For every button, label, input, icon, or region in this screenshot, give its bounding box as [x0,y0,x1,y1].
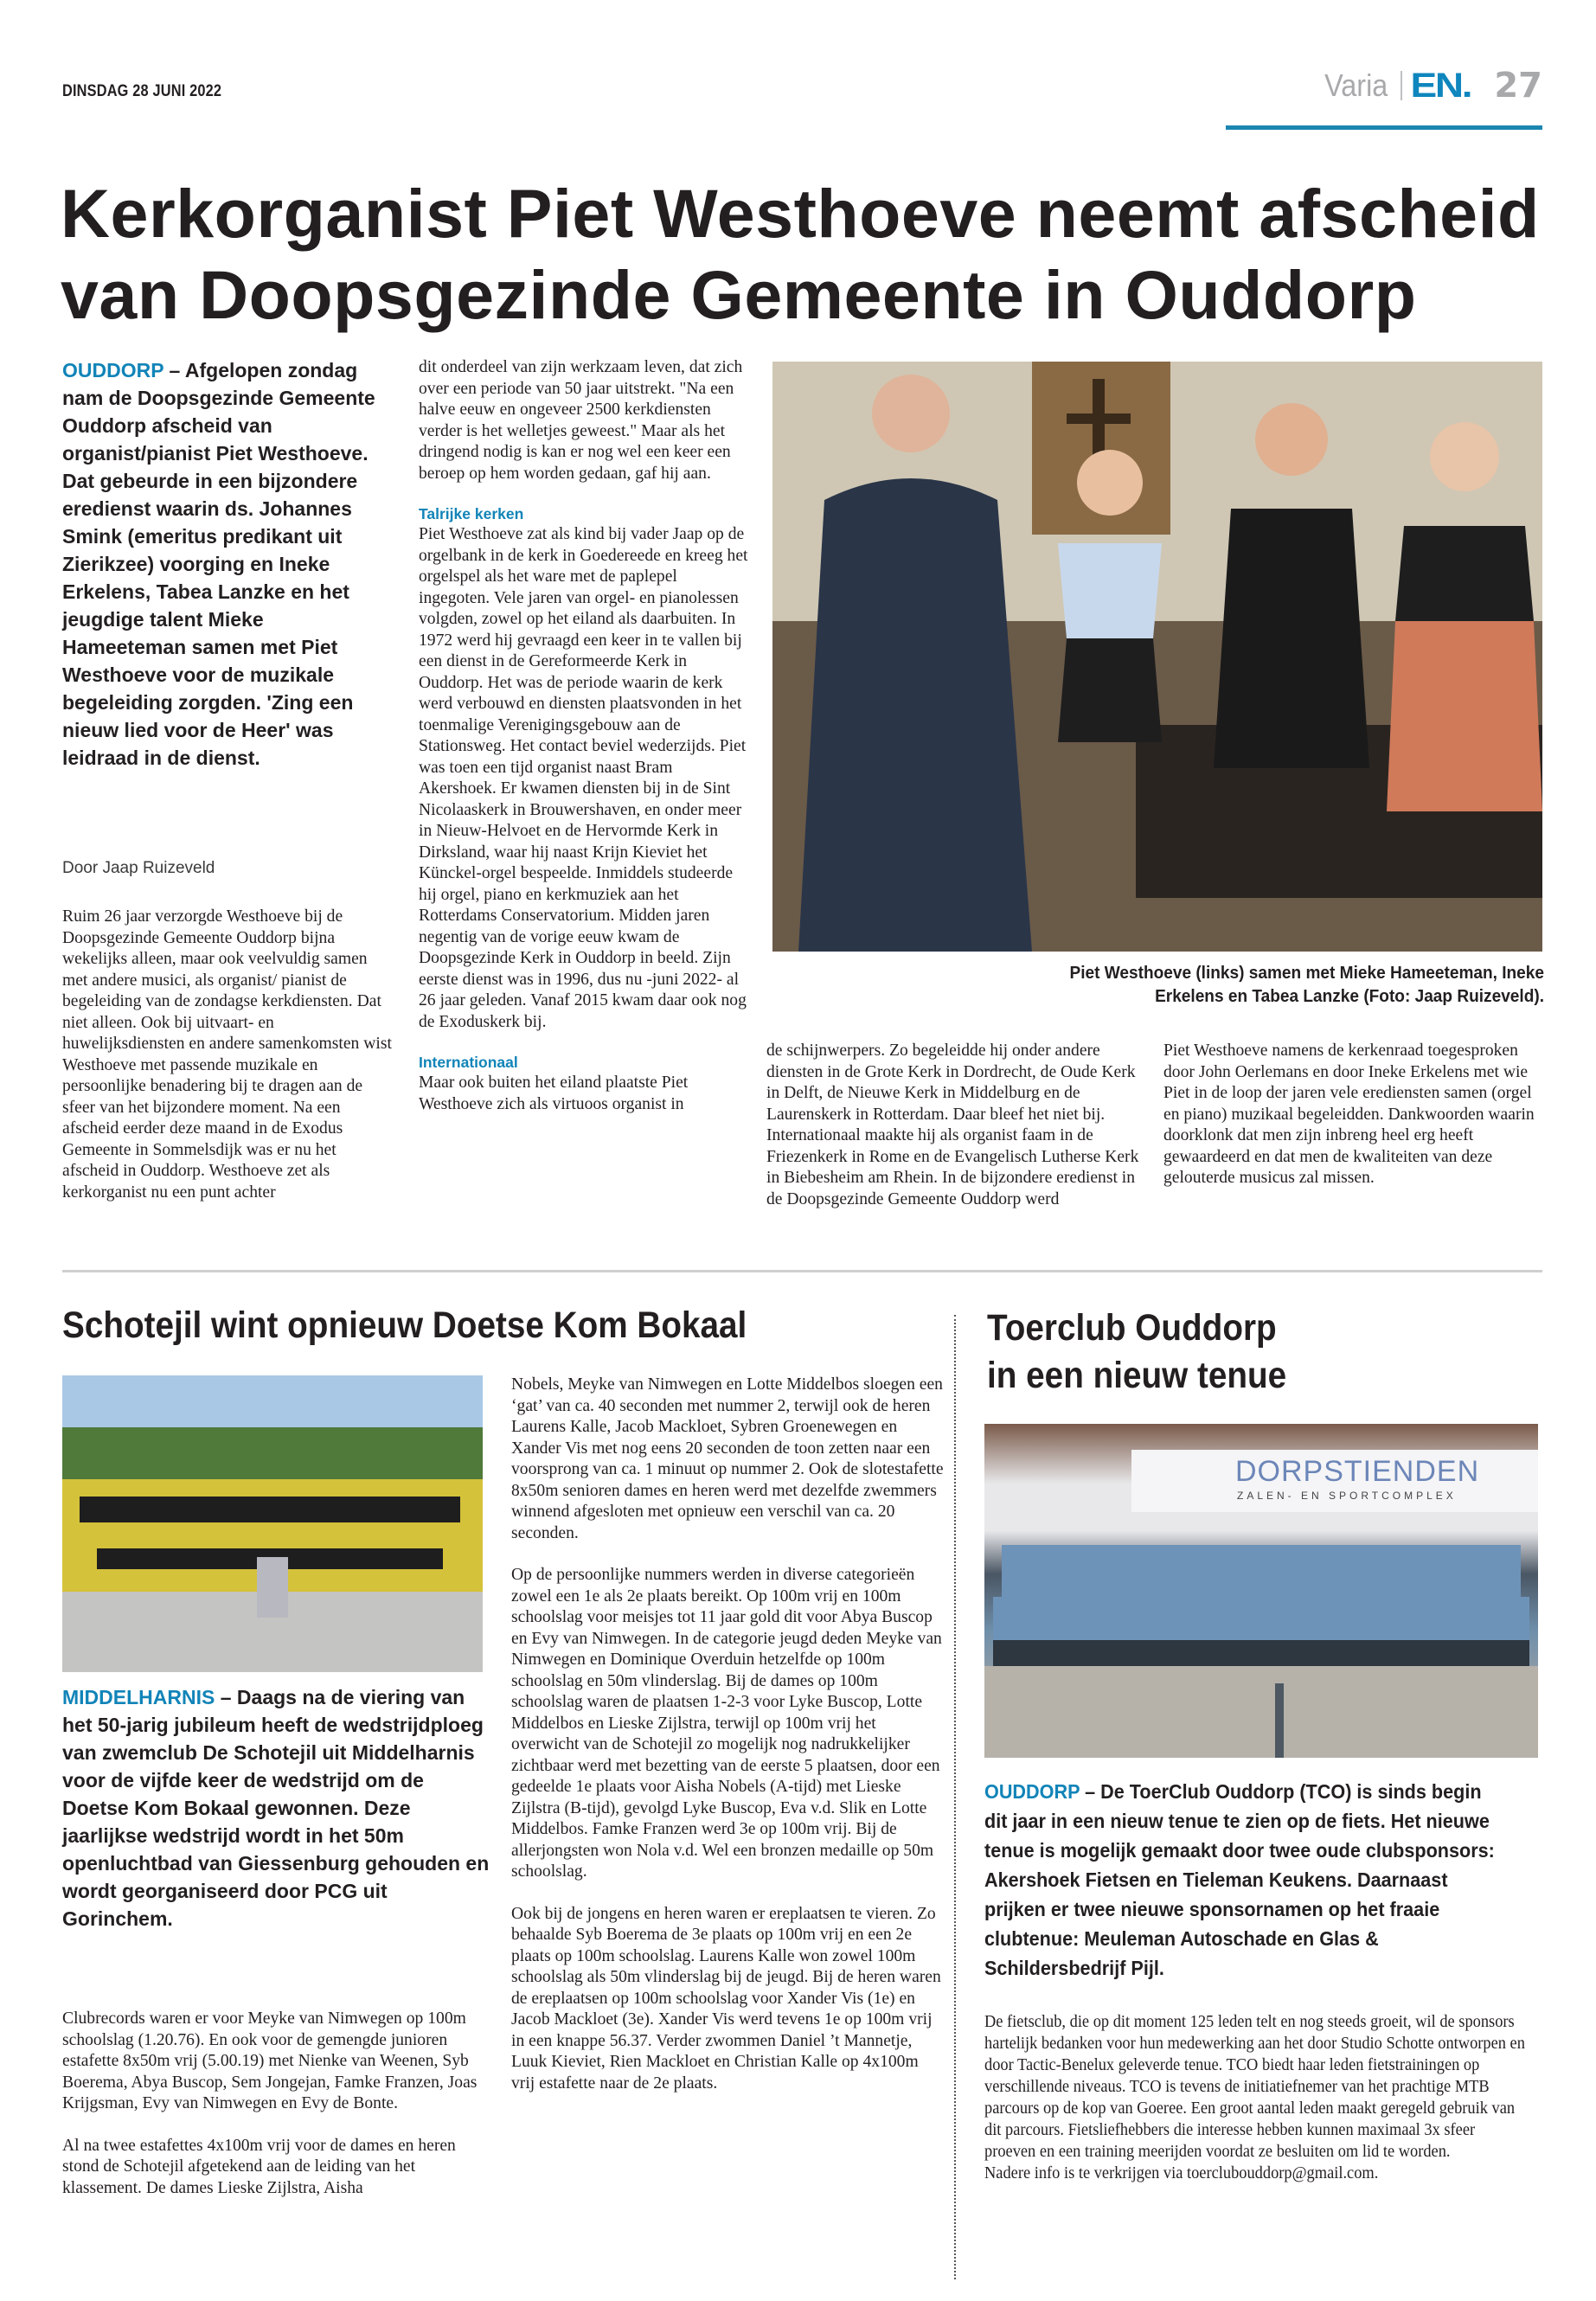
issue-date: DINSDAG 28 JUNI 2022 [62,82,222,100]
swim-photo-illustration [62,1375,483,1672]
cycling-club-photo [984,1424,1538,1758]
subheading: Internationaal [419,1054,518,1071]
swim-article-lead [62,1683,495,1932]
paragraph: de schijnwerpers. Zo begeleidde hij onder andere diensten in de Grote Kerk in Dordrecht, de Oude Kerk in Delft, de Nieuwe Kerk in Middelburg en de Laurenskerk in Rotterdam. Daar bleef het niet bij. Internationaal maakte hij als organist faam in de Friezenkerk in Rome en de Evangelisch Lutherse Kerk in Biebesheim am Rhein. In de bijzondere eredienst in de Doopsgezinde Gemeente Ouddorp werd [766,1042,1139,1208]
paragraph: Maar ook buiten het eiland plaatste Piet Westhoeve zich als virtuoos organist in [419,1074,689,1113]
article-headline: Kerkorganist Piet Westhoeve neemt afscheid van Doopsgezinde Gemeente in Ouddorp [61,175,1540,333]
contact-paragraph: Nadere info is te verkrijgen via toerclubouddorp@gmail.com. [984,2163,1379,2182]
swim-team-photo [62,1375,483,1672]
paragraph: Ruim 26 jaar verzorgde Westhoeve bij de Doopsgezinde Gemeente Ouddorp bijna wekelijks alleen, maar ook veelvuldig samen met andere musici, als organist/ pianist de begeleiding van de zondagse kerkdiensten. Dat niet alleen. Ook bij uitvaart- en huwelijksdiensten en andere samenkomsten wist Westhoeve met passende muzikale en persoonlijke benadering bij te dragen aan de sfeer van het bijzondere moment. Na een afscheid eerder deze maand in de Exodus Gemeente in Sommelsdijk was er nu het afscheid in Ouddorp. Westhoeve zet als kerkorganist nu een punt achter [62,907,392,1202]
paragraph: Piet Westhoeve namens de kerkenraad toegesproken door John Oerlemans en door Ineke Erkelens met wie Piet in de loop der jaren vele erediensten samen (orgel en piano) muzikaal begeleidden. Dankwoorden waarin doorklonk dat men zijn inbreng heel erg heeft gewaardeerd en dat men de kwaliteiten van deze gelouterde musicus zal missen. [1163,1042,1535,1187]
dateline-place: OUDDORP [984,1780,1080,1803]
article-column-3 [766,1041,1147,1210]
paragraph: dit onderdeel van zijn werkzaam leven, dat zich over een periode van 50 jaar uitstrekt. "Na een halve eeuw en ongeveer 2500 kerkdiensten verder is het welletjes geweest." Maar als het dringend nodig is kan er nog wel een keer een beroep op hem worden gedaan, gaf hij aan. [419,358,743,483]
section-name: Varia [1324,67,1388,103]
subheading: Talrijke kerken [419,505,524,522]
lead-text: – Daags na de viering van het 50-jarig jubileum heeft de wedstrijdploeg van zwemclub De Schotejil uit Middelharnis voor de vijfde keer de wedstrijd om de Doetse Kom Bokaal gewonnen. Deze jaarlijkse wedstrijd wordt in het 50m openluchtbad van Giessenburg gehouden en wordt georganiseerd door PCG uit Gorinchem. [62,1686,490,1930]
church-photo-illustration [772,362,1542,952]
tour-article-body [984,2011,1526,2184]
byline: Door Jaap Ruizeveld [62,859,215,877]
headline-line-1: Toerclub Ouddorp [987,1307,1277,1349]
paragraph: Piet Westhoeve zat als kind bij vader Jaap op de orgelbank in de kerk in Goedereede en kreeg het orgelspel als het ware met de paplepel ingegoten. Vele jaren van orgel- en pianolessen volgden, zowel op het eiland als daarbuiten. In 1972 werd hij gevraagd een keer in te vallen bij een dienst in de Gereformeerde Kerk in Ouddorp. Het was de periode waarin de kerk werd verbouwd en diensten plaatsvonden in het toenmalige Verenigingsgebouw aan de Stationsweg. Het contact beviel wederzijds. Piet was toen een tijd organist naast Bram Akershoek. Er kwamen diensten bij in de Sint Nicolaaskerk in Brouwershaven, en onder meer in Nieuw-Helvoet en de Hervormde Kerk in Dirksland, waar hij naast Krijn Kieviet het Künckel-orgel bespeelde. Inmiddels studeerde hij orgel, piano en kerkmuziek aan het Rotterdams Conservatorium. Midden jaren negentig van de vorige eeuw kwam de Doopsgezinde Kerk in Ouddorp in beeld. Zijn eerste dienst was in 1996, dus nu -juni 2022- al 26 jaar geleden. Vanaf 2015 kwam daar ook nog de Exoduskerk bij. [419,525,748,1031]
paragraph: Clubrecords waren er voor Meyke van Nimwegen op 100m schoolslag (1.20.76). En ook voor de gemengde junioren estafette 8x50m vrij (5.00.19) met Nienke van Weenen, Syb Boerema, Abya Buscop, Sem Jongejan, Famke Franzen, Joas Krijgsman, Evy van Nimwegen en Evy de Bonte. [62,2009,478,2112]
page-number: 27 [1494,66,1542,106]
dateline-place: MIDDELHARNIS [62,1686,215,1708]
article-column-1 [62,907,395,1203]
paragraph: Op de persoonlijke nummers werden in diverse categorieën zowel een 1e als 2e plaats bereikt. Op 100m vrij en 100m schoolslag voor meisjes tot 11 jaar gold dit voor Abya Buscop en Evy van Nimwegen. In de categorie jeugd deden Meyke van Nimwegen en Dominique Overduin hetzelfde op 100m schoolslag en 50m vlinderslag. Bij de dames op 100m schoolslag waren de plaatsen 1-2-3 voor Lyke Buscop, Lotte Middelbos en Lieske Zijlstra, terwijl op 100m vrij het overwicht van de Schotejil zo mogelijk nog nadrukkelijker zichtbaar werd met bezetting van de eerste 5 plaatsen, door een gedeelde 1e plaats voor Aisha Nobels (A-tijd) met Lieske Zijlstra (B-tijd), gevolgd Lyke Buscop, Eva v.d. Slik en Lotte Middelbos. Famke Franzen werd 3e op 100m vrij. Bij de allerjongsten won Nola v.d. Wel een bronzen medaille op 50m schoolslag. [511,1566,942,1881]
article-column-4 [1163,1041,1544,1189]
section-divider [62,1270,1542,1272]
dateline-place: OUDDORP [62,359,164,381]
swim-article-column-1 [62,2009,495,2199]
sign-title: DORPSTIENDEN [1235,1455,1480,1488]
tour-article-headline [987,1304,1286,1400]
column-divider [954,1315,956,2279]
photo-caption: Piet Westhoeve (links) samen met Mieke Hameeteman, Ineke Erkelens en Tabea Lanzke (Foto: Jaap Ruizeveld). [1069,963,1544,1006]
masthead-separator [1401,71,1402,100]
headline-line-2: in een nieuw tenue [987,1355,1287,1396]
paragraph: De fietsclub, die op dit moment 125 leden telt en nog steeds groeit, wil de sponsors hartelijk bedanken voor hun medewerking aan het door Studio Schotte ontworpen en door Tactic-Benelux geleverde tenue. TCO biedt haar leden fietstrainingen op verschillende niveaus. TCO is tevens de initiatiefnemer van het prachtige MTB parcours op de kop van Goeree. Een groot aantal leden maakt geregeld gebruik van dit parcours. Fietsliefhebbers die interesse hebben kunnen maximaal 3x sfeer proeven en een training meerijden voordat ze besluiten om lid te worden. [984,2012,1525,2161]
article-column-2 [419,357,752,1115]
paragraph: Al na twee estafettes 4x100m vrij voor de dames en heren stond de Schotejil afgetekend aan de leiding van het klassement. De dames Lieske Zijlstra, Aisha [62,2136,456,2197]
sign-subtitle: ZALEN- EN SPORTCOMPLEX [1237,1490,1457,1502]
masthead [1321,66,1542,106]
tour-article-lead [984,1777,1502,1983]
paragraph: Ook bij de jongens en heren waren er ereplaatsen te vieren. Zo behaalde Syb Boerema de 3e plaats op 100m vrij en een 2e plaats op 100m schoolslag. Laurens Kalle won zowel 100m schoolslag als 50m vlinderslag bij de jeugd. Bij de heren waren de ereplaatsen op 100m schoolslag voor Xander Vis (1e) en Jacob Mackloet (3e). Xander Vis werd tevens 1e op 100m vrij in een knappe 56.37. Verder zwommen Daniel ’t Mannetje, Luuk Kieviet, Rien Mackloet en Christian Kalle op 4x100m vrij estafette naar de 2e plaats. [511,1904,941,2093]
cyclists-illustration [984,1424,1538,1758]
article-lead [62,356,391,772]
brand-logo: EN. [1410,66,1471,105]
swim-article-headline: Schotejil wint opnieuw Doetse Kom Bokaal [62,1304,747,1346]
article-photo [772,362,1542,952]
header-rule [1226,125,1542,130]
lead-text: – Afgelopen zondag nam de Doopsgezinde Gemeente Ouddorp afscheid van organist/pianist Piet Westhoeve. Dat gebeurde in een bijzondere eredienst waarin ds. Johannes Smink (emeritus predikant uit Zierikzee) voorging en Ineke Erkelens, Tabea Lanzke en het jeugdige talent Mieke Hameeteman samen met Piet Westhoeve voor de muzikale begeleiding zorgden. 'Zing een nieuw lied voor de Heer' was leidraad in de dienst. [62,359,375,769]
paragraph: Nobels, Meyke van Nimwegen en Lotte Middelbos sloegen een ‘gat’ van ca. 40 seconden met nummer 2, terwijl ook de heren Laurens Kalle, Jacob Mackloet, Sybren Groenewegen en Xander Vis met nog eens 20 seconden de toon zetten naar een voorsprong van ca. 1 minuut op nummer 2. Ook de slotestafette 8x50m senioren dames en heren werd met dezelfde zwemmers winnend afgesloten met opnieuw een verschil van ca. 20 seconden. [511,1375,944,1542]
lead-text: – De ToerClub Ouddorp (TCO) is sinds begin dit jaar in een nieuw tenue te zien op de fiets. Het nieuwe tenue is mogelijk gemaakt door twee oude clubsponsors: Akershoek Fietsen en Tieleman Keukens. Daarnaast prijken er twee nieuwe sponsornamen op het fraaie clubtenue: Meuleman Autoschade en Glas & Schildersbedrijf Pijl. [984,1780,1495,1979]
swim-article-column-2 [511,1375,944,2094]
